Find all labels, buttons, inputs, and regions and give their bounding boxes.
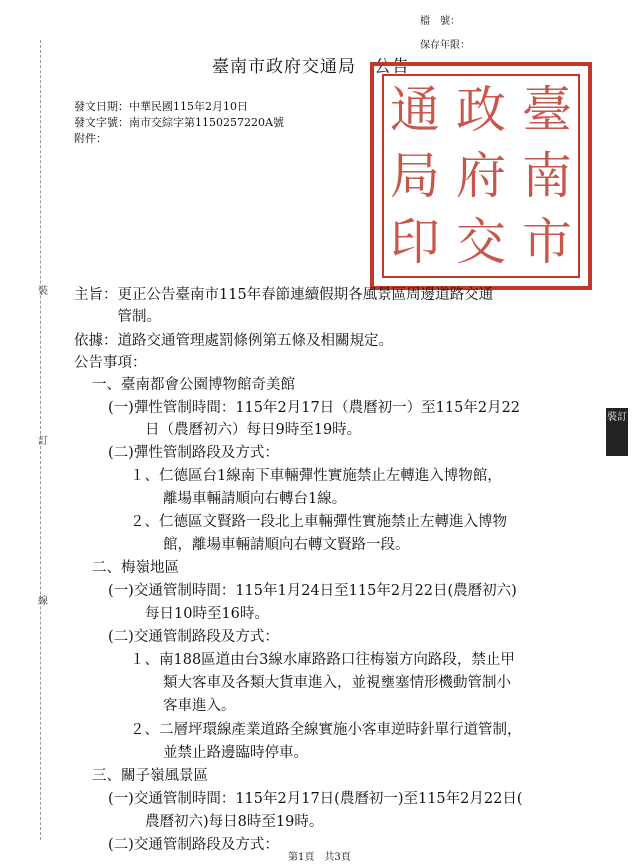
- body-line: 館，離場車輛請順向右轉文賢路一段。: [163, 537, 410, 553]
- body-line: 日（農曆初六）每日9時至19時。: [145, 422, 362, 438]
- attachment-label: 附件：: [74, 132, 107, 145]
- seal-character: 局: [390, 147, 440, 205]
- seal-character: 市: [522, 213, 572, 271]
- body-line: (二)彈性管制路段及方式：: [108, 445, 279, 461]
- seal-character: 政: [456, 81, 506, 139]
- body-line: (二)交通管制路段及方式：: [108, 629, 279, 645]
- binding-mark-bottom: 線: [38, 596, 48, 607]
- body-line: １、仁德區台1線南下車輛彈性實施禁止左轉進入博物館，: [130, 468, 502, 484]
- seal-character: 印: [390, 213, 440, 271]
- body-line: 二、梅嶺地區: [92, 560, 179, 576]
- reference-number: 發文字號：南市交綜字第1150257220A號: [74, 116, 284, 129]
- page-footer: 第1頁 共3頁: [288, 852, 351, 863]
- body-line: 並禁止路邊臨時停車。: [163, 745, 308, 761]
- body-line: (一)交通管制時間：115年2月17日(農曆初一)至115年2月22日(: [108, 791, 523, 807]
- body-line: 一、臺南都會公園博物館奇美館: [92, 377, 295, 393]
- body-line: 客車進入。: [163, 698, 236, 714]
- binding-mark-mid: 訂: [38, 436, 48, 447]
- body-line: 農曆初六)每日8時至19時。: [145, 814, 324, 830]
- file-number-label: 檔 號：: [420, 16, 460, 27]
- body-line: 離場車輛請順向右轉台1線。: [163, 491, 347, 507]
- retention-period-label: 保存年限：: [420, 40, 470, 51]
- body-line: ２、仁德區文賢路一段北上車輛彈性實施禁止左轉進入博物: [130, 514, 507, 530]
- binding-mark-top: 裝: [38, 286, 48, 297]
- body-line: 每日10時至16時。: [145, 606, 269, 622]
- body-line: １、南188區道由台3線水庫路路口往梅嶺方向路段，禁止甲: [130, 652, 515, 668]
- seal-character: 府: [456, 147, 506, 205]
- body-line: 類大客車及各類大貨車進入，並視壅塞情形機動管制小: [163, 675, 511, 691]
- body-line: 管制。: [74, 309, 161, 325]
- side-binding-tab: 裝訂: [606, 408, 628, 456]
- issue-date: 發文日期：中華民國115年2月10日: [74, 100, 248, 113]
- official-seal: [370, 62, 592, 290]
- body-line: (一)交通管制時間：115年1月24日至115年2月22日(農曆初六): [108, 583, 517, 599]
- seal-character: 交: [456, 213, 506, 271]
- body-line: 主旨：更正公告臺南市115年春節連續假期各風景區周邊道路交通: [74, 287, 494, 303]
- body-line: 三、關子嶺風景區: [92, 768, 208, 784]
- seal-character: 臺: [522, 81, 572, 139]
- document-title: 臺南市政府交通局 公告: [212, 57, 410, 77]
- body-line: 依據：道路交通管理處罰條例第五條及相關規定。: [74, 333, 393, 349]
- body-line: (二)交通管制路段及方式：: [108, 837, 279, 853]
- body-line: ２、二層坪環線產業道路全線實施小客車逆時針單行道管制，: [130, 722, 522, 738]
- body-line: 公告事項：: [74, 355, 147, 371]
- seal-character: 南: [522, 147, 572, 205]
- seal-character: 通: [390, 81, 440, 139]
- body-line: (一)彈性管制時間：115年2月17日（農曆初一）至115年2月22: [108, 400, 521, 416]
